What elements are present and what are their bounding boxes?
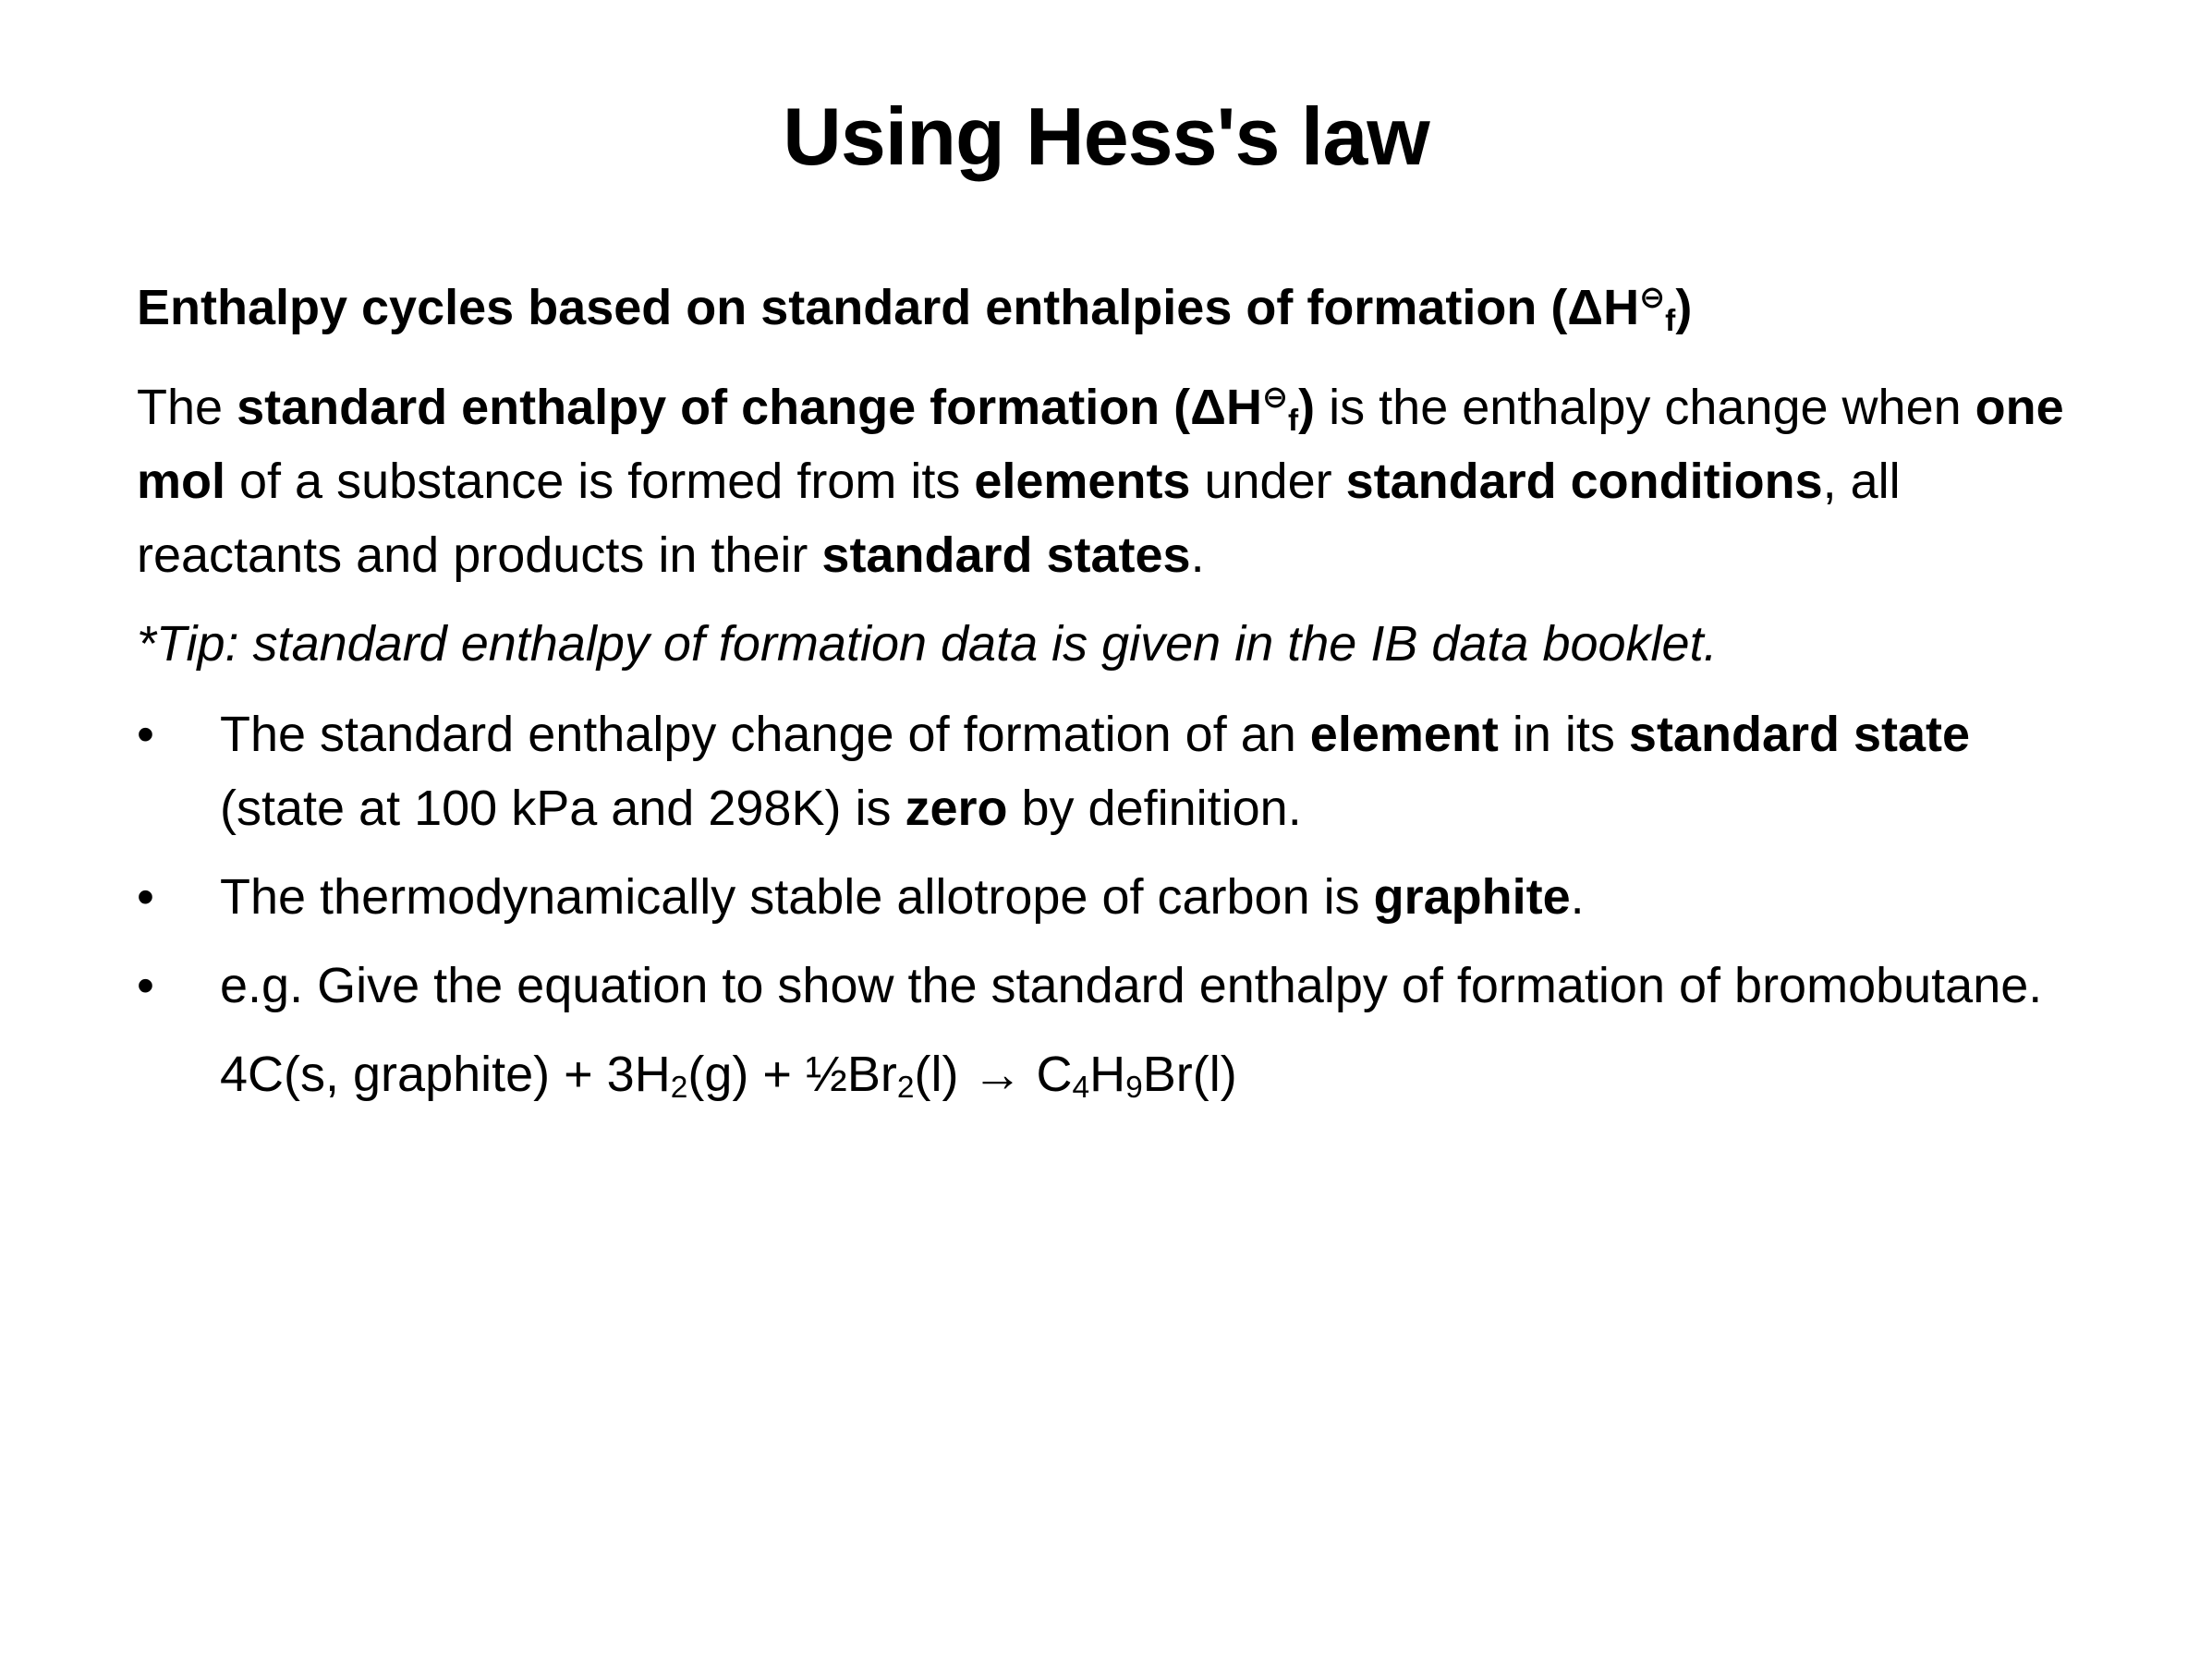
bullet-item <box>137 860 2083 934</box>
bullet-text: The standard enthalpy change of formation of an element in its standard state (state at 100 kPa and 298K) is zero by definition. <box>220 706 1971 836</box>
tip-note: *Tip: standard enthalpy of formation data is given in the IB data booklet. <box>137 615 1718 672</box>
formation-equation: 4C(s, graphite) + 3H2(g) + ½Br2(l) → C4H9Br(l) <box>220 1046 1237 1106</box>
bullet-item <box>137 697 2083 845</box>
bullet-text: e.g. Give the equation to show the standard enthalpy of formation of bromobutane. <box>220 957 2043 1013</box>
bullet-text: The thermodynamically stable allotrope of carbon is graphite. <box>220 868 1585 925</box>
bullet-list <box>137 697 2083 1023</box>
bullet-item <box>137 949 2083 1023</box>
slide-title: Using Hess's law <box>783 91 1429 182</box>
slide-body <box>137 271 2083 1111</box>
bullet-icon: • <box>137 957 154 1013</box>
definition-paragraph: The standard enthalpy of change formation (ΔH⊖f) is the enthalpy change when one mol of a substance is formed from its elements under standard conditions, all reactants and products in their standard states. <box>137 379 2064 583</box>
bullet-icon: • <box>137 706 154 762</box>
bullet-icon: • <box>137 868 154 925</box>
section-heading: Enthalpy cycles based on standard enthalpies of formation (ΔH⊖f) <box>137 279 1693 339</box>
